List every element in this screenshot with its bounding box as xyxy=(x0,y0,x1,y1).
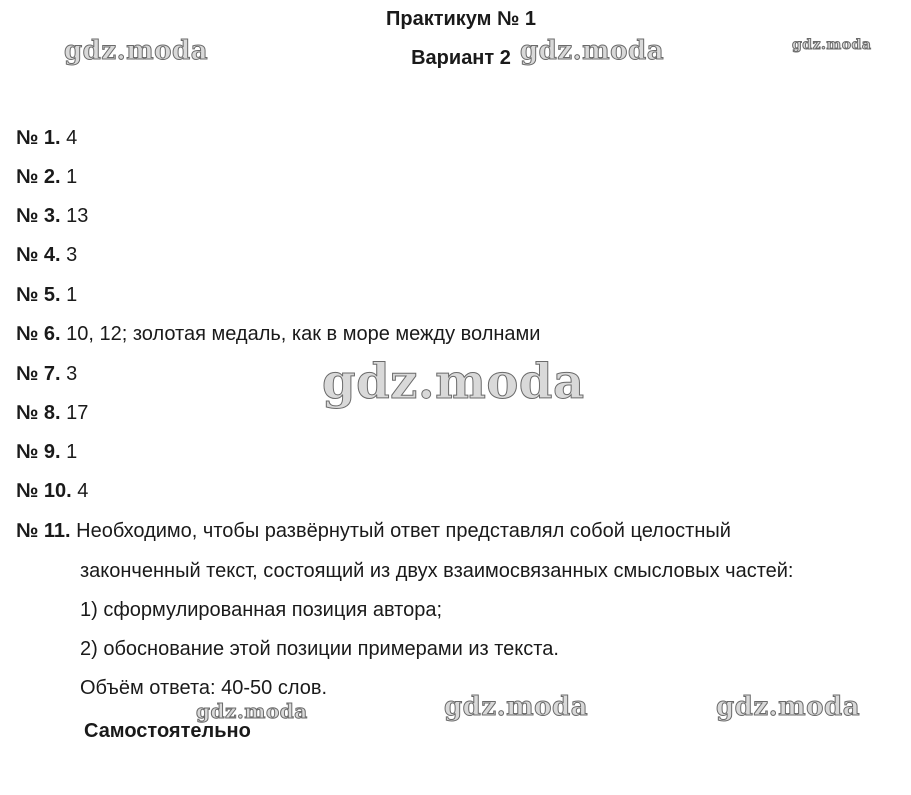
answer-text: 10, 12; золотая медаль, как в море между волнами xyxy=(66,323,541,345)
answer-number: № 10. xyxy=(16,480,72,502)
answer-text: Необходимо, чтобы развёрнутый ответ представлял собой целостный xyxy=(76,520,731,542)
answer-number: № 9. xyxy=(16,441,61,463)
answer-11-line: 1) сформулированная позиция автора; xyxy=(80,599,443,621)
watermark: gdz.moda xyxy=(444,692,589,722)
answer-text: 1 xyxy=(66,166,78,188)
answer-11-line: 2) обоснование этой позиции примерами из текста. xyxy=(80,638,559,660)
answer-text: 17 xyxy=(66,402,89,424)
answer-11 xyxy=(16,520,731,543)
answer-number: № 11. xyxy=(16,520,71,542)
answer-number: № 8. xyxy=(16,402,61,424)
answer-number: № 7. xyxy=(16,363,61,385)
answer-9 xyxy=(16,441,77,464)
answer-number: № 5. xyxy=(16,284,61,306)
answer-text: 4 xyxy=(66,127,78,149)
page-title: Практикум № 1 xyxy=(385,8,536,30)
answer-number: № 1. xyxy=(16,127,61,149)
answer-2 xyxy=(16,166,77,189)
answer-number: № 6. xyxy=(16,323,61,345)
answer-1 xyxy=(16,127,77,150)
watermark: gdz.moda xyxy=(520,36,665,66)
answer-text: 1 xyxy=(66,441,78,463)
self-study-label: Самостоятельно xyxy=(84,720,251,742)
answer-number: № 4. xyxy=(16,244,61,266)
answer-text: 3 xyxy=(66,244,78,266)
watermark: gdz.moda xyxy=(716,692,861,722)
variant-title: Вариант 2 xyxy=(411,47,511,69)
answer-number: № 2. xyxy=(16,166,61,188)
watermark: gdz.moda xyxy=(196,699,308,723)
watermark: gdz.moda xyxy=(322,354,585,410)
answer-3 xyxy=(16,205,88,228)
answer-10 xyxy=(16,480,88,503)
answer-text: 3 xyxy=(66,363,78,385)
watermark: gdz.moda xyxy=(64,36,209,66)
answer-5 xyxy=(16,284,77,307)
answer-number: № 3. xyxy=(16,205,61,227)
answer-text: 1 xyxy=(66,284,78,306)
answer-11-line: законченный текст, состоящий из двух взаимосвязанных смысловых частей: xyxy=(80,560,794,582)
answer-text: 4 xyxy=(77,480,89,502)
watermark: gdz.moda xyxy=(792,37,872,53)
answer-7 xyxy=(16,363,77,386)
answer-text: 13 xyxy=(66,205,89,227)
answer-4 xyxy=(16,244,77,267)
answer-11-line: Объём ответа: 40-50 слов. xyxy=(80,677,328,699)
answer-6 xyxy=(16,323,540,346)
answer-8 xyxy=(16,402,88,425)
